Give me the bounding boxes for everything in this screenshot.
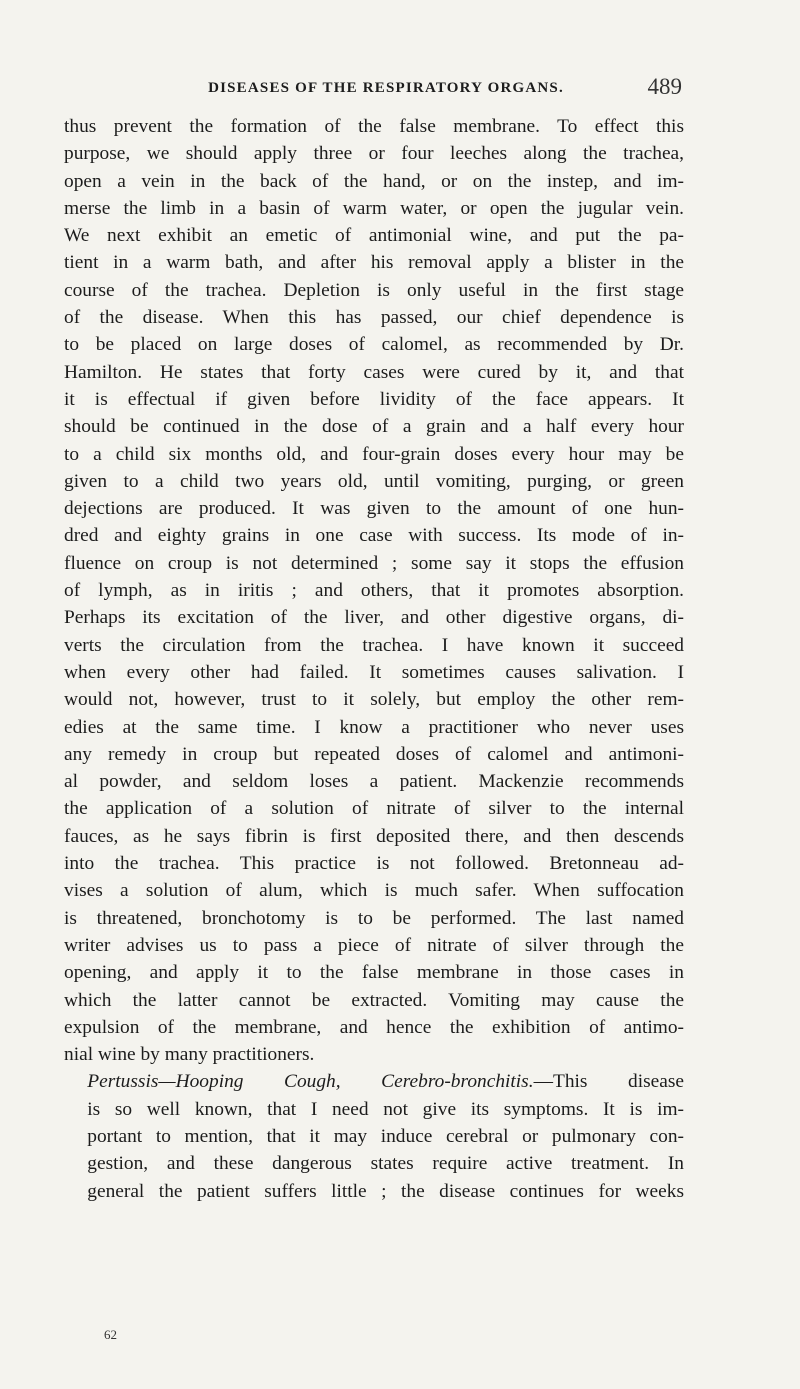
text-line: fauces, as he says fibrin is first deposited there, and then descends [64,825,684,847]
running-head: DISEASES OF THE RESPIRATORY ORGANS. [208,80,564,96]
text-line: dred and eighty grains in one case with success. Its mode of in- [64,525,684,547]
text-line: it is effectual if given before lividity of the face appears. It [64,388,684,410]
text-line: purpose, we should apply three or four leeches along the trachea, [64,143,684,165]
text-line: to a child six months old, and four-grain doses every hour may be [64,443,684,465]
text-line: given to a child two years old, until vomiting, purging, or green [64,470,684,492]
paragraph-croup-treatment [64,113,684,1068]
text-line: to be placed on large doses of calomel, as recommended by Dr. [64,334,684,356]
text-line: course of the trachea. Depletion is only useful in the first stage [64,279,684,301]
text-line: edies at the same time. I know a practitioner who never uses [64,716,684,738]
text-line: al powder, and seldom loses a patient. Mackenzie recommends [64,771,684,793]
text-line: tient in a warm bath, and after his removal apply a blister in the [64,252,684,274]
body-text [64,113,684,1205]
text-line: is so well known, that I need not give its symptoms. It is im- [87,1098,684,1120]
page-header [126,76,682,106]
text-line: writer advises us to pass a piece of nitrate of silver through the [64,934,684,956]
paragraph-pertussis [64,1068,684,1204]
page-number: 489 [647,74,682,99]
text-line: expulsion of the membrane, and hence the exhibition of antimo- [64,1016,684,1038]
text-line: dejections are produced. It was given to the amount of one hun- [64,498,684,520]
text-line: We next exhibit an emetic of antimonial wine, and put the pa- [64,225,684,247]
text-line: vises a solution of alum, which is much safer. When suffocation [64,880,684,902]
section-heading-pertussis: Pertussis—Hooping Cough, Cerebro-bronchitis. [87,1071,534,1093]
text-line: Hamilton. He states that forty cases were cured by it, and that [64,361,684,383]
text-line: Perhaps its excitation of the liver, and other digestive organs, di- [64,607,684,629]
text-line: opening, and apply it to the false membrane in those cases in [64,962,684,984]
text-line: nial wine by many practitioners. [64,1044,315,1066]
text-line: of the disease. When this has passed, our chief dependence is [64,307,684,329]
text-line: into the trachea. This practice is not followed. Bretonneau ad- [64,853,684,875]
text-line: any remedy in croup but repeated doses of calomel and antimoni- [64,743,684,765]
text-line: thus prevent the formation of the false membrane. To effect this [64,116,684,137]
text-line: when every other had failed. It sometimes causes salivation. I [64,661,684,683]
text-line: fluence on croup is not determined ; some say it stops the effusion [64,552,684,574]
text-line: gestion, and these dangerous states require active treatment. In [87,1153,684,1175]
section-lead-line [64,1068,684,1095]
section-lead-text: —This disease [533,1071,684,1093]
text-line: should be continued in the dose of a grain and a half every hour [64,416,684,438]
text-line: would not, however, trust to it solely, but employ the other rem- [64,689,684,711]
text-line: merse the limb in a basin of warm water, or open the jugular vein. [64,197,684,219]
text-line: is threatened, bronchotomy is to be performed. The last named [64,907,684,929]
text-line: portant to mention, that it may induce cerebral or pulmonary con- [87,1125,684,1147]
text-line: open a vein in the back of the hand, or on the instep, and im- [64,170,684,192]
text-line: general the patient suffers little ; the disease continues for weeks [87,1180,684,1202]
text-line: verts the circulation from the trachea. I have known it succeed [64,634,684,656]
text-line: which the latter cannot be extracted. Vomiting may cause the [64,989,684,1011]
text-line: the application of a solution of nitrate of silver to the internal [64,798,684,820]
text-line: of lymph, as in iritis ; and others, that it promotes absorption. [64,580,684,602]
signature-mark: 62 [104,1327,117,1342]
